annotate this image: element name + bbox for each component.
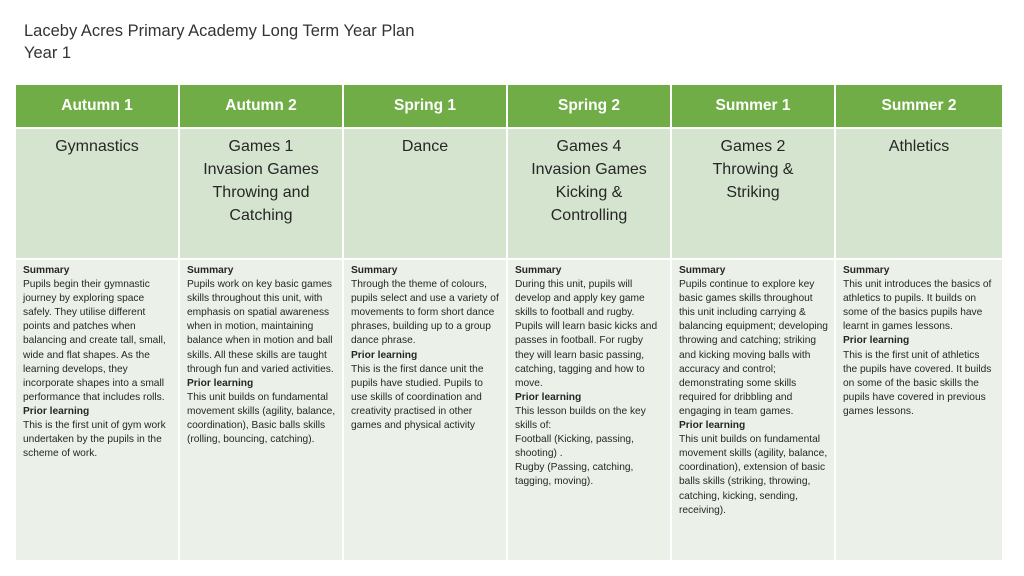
detail-heading: Summary	[515, 265, 562, 276]
detail-text: This is the first unit of gym work undertaken by the pupils in the scheme of work.	[23, 420, 166, 460]
term-header-row	[16, 85, 1002, 129]
year-plan-table	[16, 85, 1002, 562]
detail-text: This is the first dance unit the pupils have studied. Pupils to use skills of coordination and creativity practised in other games and physical activity	[351, 363, 484, 432]
unit-title-line: Invasion Games	[203, 161, 319, 178]
detail-cell	[16, 260, 180, 562]
detail-heading: Prior learning	[187, 377, 254, 389]
unit-title-line: Controlling	[550, 207, 628, 224]
page-subtitle: Year 1	[24, 44, 72, 62]
detail-heading: Prior learning	[351, 349, 418, 361]
detail-text: Pupils begin their gymnastic journey by exploring space safely. They utilise different points and patches when balancing and create tall, small, wide and flat shapes. As the learning develops, they incorporate shapes into a small performance that includes rolls.	[23, 279, 166, 403]
detail-heading: Prior learning	[515, 391, 582, 403]
detail-text: Football (Kicking, passing, shooting) .	[515, 434, 634, 460]
unit-title-line: Dance	[401, 138, 449, 155]
unit-row	[16, 129, 1002, 260]
detail-text: This unit builds on fundamental movement skills (agility, balance, coordination), Basic balls skills (rolling, bouncing, catching).	[187, 391, 336, 446]
detail-heading: Summary	[187, 265, 234, 276]
unit-title-line: Kicking &	[555, 184, 623, 201]
unit-title-line: Athletics	[888, 138, 950, 155]
detail-text: This lesson builds on the key skills of:	[515, 405, 646, 432]
term-header: Spring 1	[344, 85, 508, 129]
unit-cell	[508, 129, 672, 260]
detail-text: Pupils work on key basic games skills throughout this unit, with emphasis on spatial awareness when in motion, maintaining balance when in motion and ball skills. All these skills are taught through fun and varied activities.	[187, 279, 334, 375]
unit-title-line: Games 2	[720, 138, 786, 155]
detail-text: This is the first unit of athletics the pupils have covered. It builds on some of the basic skills the pupils have covered in previous games lessons.	[843, 349, 992, 417]
unit-cell	[344, 129, 508, 260]
detail-text: During this unit, pupils will develop and apply key game skills to football and rugby. Pupils will learn basic kicks and passes in football. For rugby they will learn basic passing, catching, tagging and how to move.	[515, 279, 658, 389]
term-header: Summer 1	[672, 85, 836, 129]
detail-text: Rugby (Passing, catching, tagging, moving).	[515, 462, 634, 488]
detail-cell	[836, 260, 1002, 562]
detail-heading: Summary	[843, 265, 890, 276]
page-title-block	[24, 20, 414, 64]
detail-heading: Summary	[351, 265, 398, 276]
term-header: Autumn 2	[180, 85, 344, 129]
unit-title-line: Gymnastics	[55, 138, 139, 155]
unit-title-line: Throwing and	[212, 184, 310, 201]
term-header: Autumn 1	[16, 85, 180, 129]
unit-title-line: Invasion Games	[531, 161, 647, 178]
detail-text: Through the theme of colours, pupils select and use a variety of movements to form short dance phrases, building up to a group dance phrase.	[351, 279, 499, 347]
detail-cell	[180, 260, 344, 562]
unit-cell	[836, 129, 1002, 260]
detail-cell	[672, 260, 836, 562]
detail-cell	[344, 260, 508, 562]
detail-heading: Summary	[23, 265, 70, 276]
unit-title-line: Throwing &	[712, 161, 794, 178]
unit-title-line: Striking	[726, 184, 780, 201]
detail-text: Pupils continue to explore key basic games skills throughout this unit including carrying & balancing equipment; developing throwing and catching; striking and kicking moving balls with accuracy and control; demonstrating some skills required for dribbling and engaging in team games.	[679, 279, 828, 417]
unit-cell	[16, 129, 180, 260]
term-header: Summer 2	[836, 85, 1002, 129]
unit-title-line: Games 4	[556, 138, 622, 155]
unit-title-line: Catching	[229, 207, 293, 224]
detail-heading: Prior learning	[843, 335, 910, 347]
detail-heading: Prior learning	[23, 405, 90, 417]
detail-cell	[508, 260, 672, 562]
term-header: Spring 2	[508, 85, 672, 129]
detail-heading: Prior learning	[679, 420, 746, 432]
page-title: Laceby Acres Primary Academy Long Term Year Plan	[24, 22, 415, 40]
unit-cell	[180, 129, 344, 260]
unit-cell	[672, 129, 836, 260]
detail-text: This unit introduces the basics of athletics to pupils. It builds on some of the basics pupils have learnt in games lessons.	[843, 279, 992, 333]
unit-title-line: Games 1	[228, 138, 294, 155]
detail-heading: Summary	[679, 265, 726, 276]
detail-text: This unit builds on fundamental movement skills (agility, balance, coordination), extension of basic balls skills (striking, throwing, catching, kicking, sending, receiving).	[679, 434, 828, 516]
detail-row	[16, 260, 1002, 562]
